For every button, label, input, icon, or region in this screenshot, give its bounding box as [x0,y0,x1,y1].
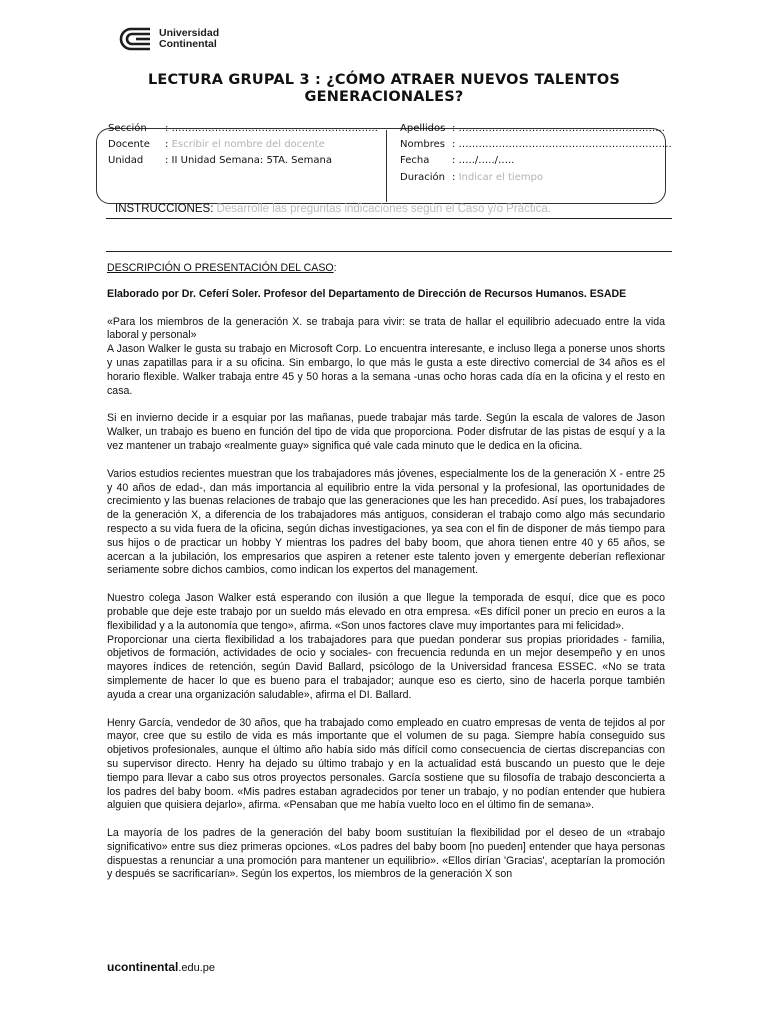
nombres-row [400,137,672,153]
university-logo [117,26,219,52]
info-box-divider [386,130,387,202]
seccion-label: Sección [108,123,147,134]
fecha-field[interactable]: : …../…../….. [452,155,515,166]
logo-line-1: Universidad [159,27,220,39]
section-heading [107,262,665,276]
paragraph: «Para los miembros de la generación X. se trabaja para vivir: se trata de hallar el equilibrio adecuado entre la vida laboral y personal» [107,315,665,342]
fecha-row [400,153,514,169]
docente-row [108,137,325,153]
paragraph: Proporcionar una cierta flexibilidad a los trabajadores para que puedan ponderar sus propias prioridades - familia, objetivos de formación, actividades de ocio y sociales- con frecuencia redunda en un mejor desempeño y en unos mayores índices de retención, según David Ballard, psicólogo de la Universidad francesa ESSEC. «No se trata simplemente de hacer lo que es bueno para el trabajador; aunque eso es cierto, sino de hacerla porque también ayuda a crear una organización saludable», afirma el DI. Ballard. [107,633,665,701]
author-line: Elaborado por Dr. Ceferí Soler. Profesor del Departamento de Dirección de Recursos Humanos. ESADE [107,287,627,300]
unidad-value: : II Unidad Semana: 5TA. Semana [165,155,332,166]
nombres-field[interactable]: : ………………………………………………………. [452,139,672,150]
paragraph: Varios estudios recientes muestran que los trabajadores más jóvenes, especialmente los de la generación X - entre 25 y 40 años de edad-, dan más importancia al equilibrio entre la vida personal y la profesional, las oportunidades de crecimiento y las buenas relaciones de trabajo que las generaciones que les han precedido. Así pues, los trabajadores de la generación X, a diferencia de los trabajadores más antiguos, consideran el trabajo como algo más secundario respecto a su vida fuera de la oficina, según dichas investigaciones, ya sea con el fin de disponer de más tiempo para sus hijos o de practicar un hobby Y mientras los padres del baby boom, que ahora tienen entre 40 y 65 años, se acercan a la jubilación, los empresarios que aspiren a retener este talento joven y emergente deberían reflexionar seriamente sobre dichos cambios, como indican los expertos del management. [107,467,665,577]
duracion-field[interactable]: Indicar el tiempo [458,172,544,183]
duracion-colon: : [452,172,456,183]
footer-brand-name: ucontinental [107,960,179,974]
duracion-label: Duración [400,172,446,183]
title-line-2: GENERACIONALES? [304,89,464,105]
document-title [100,72,668,106]
nombres-label: Nombres [400,139,445,150]
paragraph: Si en invierno decide ir a esquiar por las mañanas, puede trabajar más tarde. Según la escala de valores de Jason Walker, un trabajo es bueno en función del tipo de vida que proporciona. Poder disfrutar de las pistas de esquí y a la vez mantener un trabajo «realmente guay» significa qué vale cada minuto que le dedica en la oficina. [107,412,665,452]
footer-brand [107,960,215,974]
paragraph: Henry García, vendedor de 30 años, que ha trabajado como empleado en cuatro empresas de venta de tejidos al por mayor, cree que su estilo de vida es más importante que el volumen de su paga. Siempre había conseguido sus objetivos profesionales, aunque el último año había sido más difícil como consecuencia de ciertas discrepancias con su supervisor directo. Henry ha dejado su último trabajo y en la actualidad está buscando un puesto que le deje tiempo para llevar a cabo sus otros proyectos personales. García sostiene que su filosofía de trabajo desconcierta a los padres del baby boom. «Mis padres estaban agradecidos por tener un trabajo, y no podían entender que hubiera alguien que quisiera dejarlo», afirma. «Pensaban que me había vuelto loco en el último fin de semana». [107,716,665,812]
logo-line-2: Continental [159,38,217,50]
logo-wordmark [159,28,219,50]
duracion-row [400,170,543,186]
seccion-row [108,121,378,137]
seccion-field[interactable]: : …………………………………………………….. [165,123,378,134]
instructions-rule [106,218,672,219]
section-heading-text: DESCRIPCIÓN O PRESENTACIÓN DEL CASO [107,262,334,274]
instructions-field[interactable]: Desarrolle las preguntas indicaciones según el Caso y/o Práctica. [216,203,551,215]
paragraph: A Jason Walker le gusta su trabajo en Microsoft Corp. Lo encuentra interesante, e incluso llega a ponerse unos shorts y unas zapatillas para ir a su oficina. Sin embargo, lo que más le gusta a este directivo comercial de 34 años es el horario flexible. Walker trabaja entre 45 y 50 horas a la semana -unas ocho horas cada día en la oficina y el resto en casa. [107,343,665,397]
docente-field[interactable]: Escribir el nombre del docente [171,139,325,150]
paragraph: Nuestro colega Jason Walker está esperando con ilusión a que llegue la temporada de esquí, dice que es poco probable que deje este trabajo por un sueldo más elevado en otra empresa. «Es difícil poner un precio en euros a la flexibilidad y a la autonomía que tengo», afirma. «Son unos factores clave muy importantes para mi felicidad». [107,592,665,632]
unidad-row [108,153,332,169]
paragraph: La mayoría de los padres de la generación del baby boom sustituían la flexibilidad por el deseo de un «trabajo significativo» entre sus diez primeras opciones. «Los padres del baby boom [no pueden] entender que haya personas dispuestas a renunciar a una promoción para mantener un equilibrio». «Ellos dirían 'Gracias', aceptarían la promoción y después se sacrificarían». Según los expertos, los miembros de la generación X son [107,827,665,881]
apellidos-row [400,121,665,137]
section-heading-colon: : [333,262,337,274]
footer-brand-domain: .edu.pe [178,962,216,974]
case-content [107,262,665,896]
logo-mark-icon [117,26,153,52]
instructions-row [115,203,551,215]
content-top-rule [106,251,672,252]
docente-colon: : [165,139,169,150]
apellidos-field[interactable]: : …………………………………………………….. [452,123,665,134]
title-line-1: LECTURA GRUPAL 3 : ¿CÓMO ATRAER NUEVOS TALENTOS [147,72,621,88]
docente-label: Docente [108,139,150,150]
unidad-label: Unidad [108,155,144,166]
instructions-label: INSTRUCCIONES: [115,203,214,215]
fecha-label: Fecha [400,155,430,166]
apellidos-label: Apellidos [400,123,446,134]
